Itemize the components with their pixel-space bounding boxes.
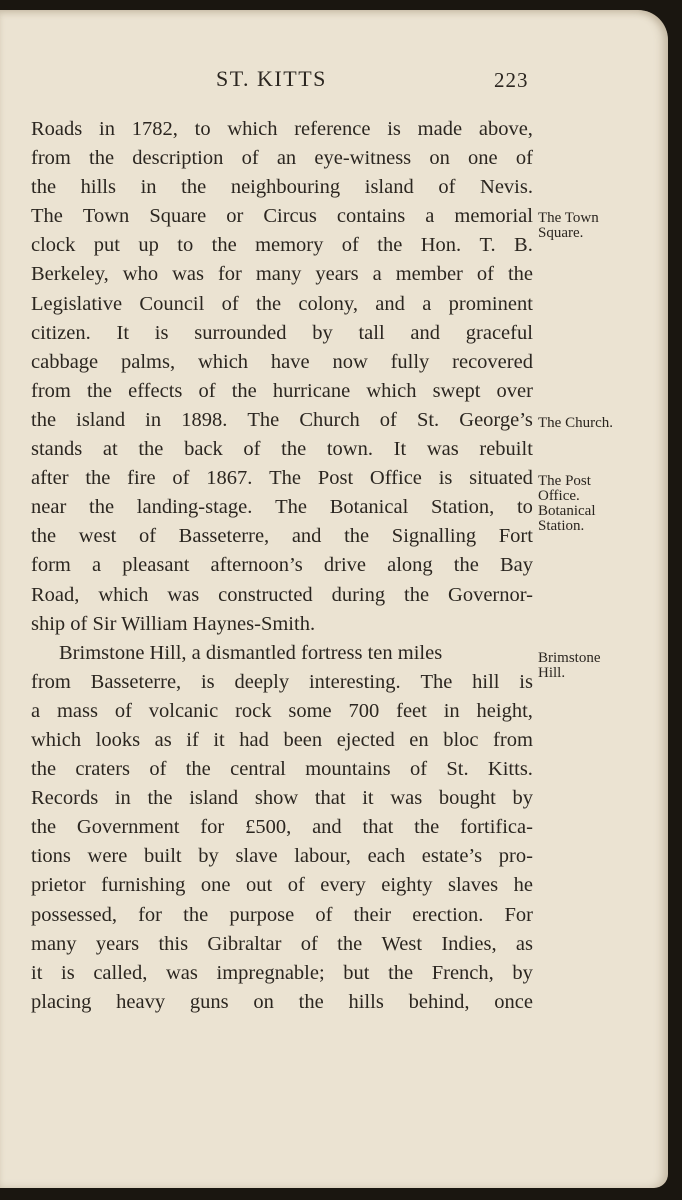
margin-note-brimstone-hill: Brimstone Hill. <box>538 650 601 681</box>
text-line: Roads in 1782, to which reference is made above, <box>31 118 533 140</box>
text-line: the west of Basseterre, and the Signalling Fort <box>31 525 533 548</box>
text-line: Brimstone Hill, a dismantled fortress ten miles <box>59 641 443 664</box>
text-line: The Town Square or Circus contains a memorial <box>31 205 533 228</box>
text-line: from the effects of the hurricane which swept over <box>31 379 533 402</box>
text-line: after the fire of 1867. The Post Office is situated <box>31 467 533 490</box>
text-line: stands at the back of the town. It was rebuilt <box>31 438 533 461</box>
margin-note-town-square: The Town Square. <box>538 210 599 241</box>
text-line: Berkeley, who was for many years a member of the <box>31 263 533 286</box>
text-line: from the description of an eye-witness on one of <box>31 147 533 170</box>
text-line: the craters of the central mountains of St. Kitts. <box>31 758 533 781</box>
text-line: placing heavy guns on the hills behind, once <box>31 990 533 1013</box>
text-line: the island in 1898. The Church of St. George’s <box>31 408 533 431</box>
page-number: 223 <box>494 68 529 92</box>
text-line: the Government for £500, and that the fortifica- <box>31 816 533 839</box>
text-line: Records in the island show that it was bought by <box>31 787 533 810</box>
text-line: Road, which was constructed during the Governor- <box>31 583 533 606</box>
text-line: ship of Sir William Haynes-Smith. <box>31 612 316 635</box>
margin-note-church: The Church. <box>538 415 613 431</box>
text-line: a mass of volcanic rock some 700 feet in height, <box>31 699 533 722</box>
text-line: the hills in the neighbouring island of Nevis. <box>31 176 533 199</box>
running-title: ST. KITTS <box>216 66 327 91</box>
text-line: clock put up to the memory of the Hon. T. B. <box>31 234 533 257</box>
text-line: from Basseterre, is deeply interesting. The hill is <box>31 670 533 693</box>
text-line: Legislative Council of the colony, and a prominent <box>31 292 533 315</box>
text-line: many years this Gibraltar of the West Indies, as <box>31 932 533 955</box>
text-line: prietor furnishing one out of every eighty slaves he <box>31 874 533 897</box>
margin-note-post-office: The Post Office. Botanical Station. <box>538 473 596 534</box>
text-line: which looks as if it had been ejected en bloc from <box>31 728 533 751</box>
text-line: form a pleasant afternoon’s drive along the Bay <box>31 554 533 577</box>
text-line: citizen. It is surrounded by tall and graceful <box>31 321 533 344</box>
body-text <box>31 115 533 1017</box>
text-line: possessed, for the purpose of their erection. For <box>31 903 533 926</box>
text-line: near the landing-stage. The Botanical Station, to <box>31 496 533 519</box>
text-line: tions were built by slave labour, each estate’s pro- <box>31 845 533 868</box>
text-line: it is called, was impregnable; but the French, by <box>31 961 533 984</box>
text-line: cabbage palms, which have now fully recovered <box>31 350 533 373</box>
